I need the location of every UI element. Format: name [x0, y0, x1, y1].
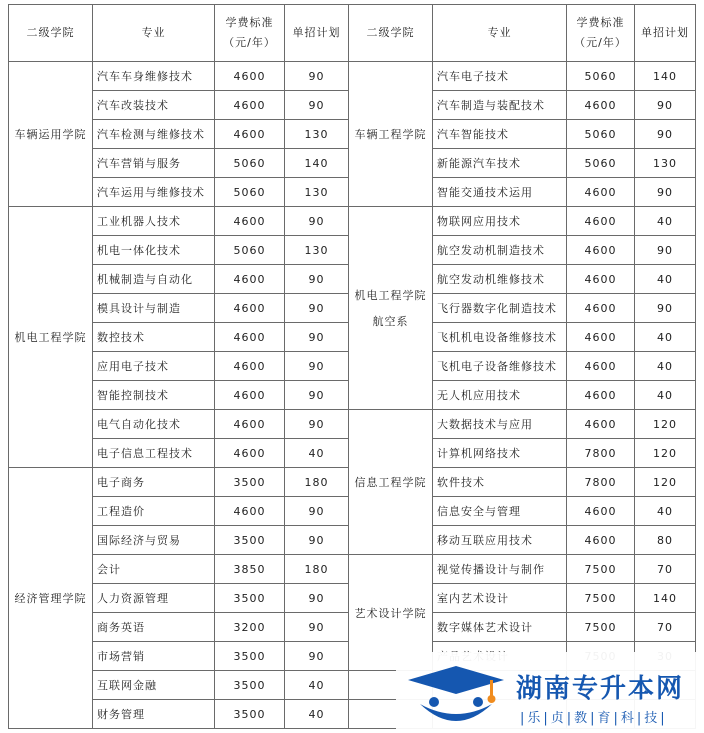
header-fee-line2: （元/年） — [574, 36, 627, 49]
major-name: 飞机机电设备维修技术 — [433, 323, 567, 352]
tuition-fee: 4600 — [567, 294, 635, 323]
dept-subname: 航空系 — [372, 315, 409, 328]
tuition-fee: 4600 — [567, 236, 635, 265]
major-name: 国际经济与贸易 — [93, 526, 215, 555]
major-name: 室内艺术设计 — [433, 584, 567, 613]
tuition-fee: 4600 — [215, 352, 285, 381]
header-fee — [567, 5, 635, 62]
enrollment-plan: 40 — [285, 439, 349, 468]
major-name: 工程造价 — [93, 497, 215, 526]
dept-name: 机电工程学院 — [354, 289, 427, 302]
tuition-fee: 3200 — [215, 613, 285, 642]
enrollment-plan: 140 — [285, 149, 349, 178]
major-name: 航空发动机维修技术 — [433, 265, 567, 294]
tuition-fee: 4600 — [567, 91, 635, 120]
tuition-fee: 4600 — [567, 178, 635, 207]
major-name: 飞机电子设备维修技术 — [433, 352, 567, 381]
tuition-fee: 3500 — [215, 671, 285, 700]
enrollment-plan: 90 — [285, 62, 349, 91]
enrollment-plan: 140 — [635, 62, 696, 91]
tuition-fee: 5060 — [567, 149, 635, 178]
header-major: 专业 — [433, 5, 567, 62]
enrollment-plan: 180 — [285, 555, 349, 584]
tuition-fee: 4600 — [567, 410, 635, 439]
header-dept: 二级学院 — [349, 5, 433, 62]
enrollment-plan: 90 — [635, 120, 696, 149]
major-name: 智能控制技术 — [93, 381, 215, 410]
watermark-title: 湖南专升本网 — [516, 674, 685, 704]
major-name: 市场营销 — [93, 642, 215, 671]
enrollment-plan: 90 — [285, 207, 349, 236]
tuition-fee: 4600 — [215, 439, 285, 468]
enrollment-plan: 120 — [635, 410, 696, 439]
major-name: 汽车车身维修技术 — [93, 62, 215, 91]
header-row — [9, 5, 696, 62]
enrollment-plan: 90 — [285, 381, 349, 410]
enrollment-plan: 120 — [635, 439, 696, 468]
tuition-fee: 5060 — [215, 149, 285, 178]
enrollment-plan: 90 — [285, 410, 349, 439]
major-name: 人力资源管理 — [93, 584, 215, 613]
header-fee — [215, 5, 285, 62]
enrollment-plan: 40 — [285, 671, 349, 700]
enrollment-plan: 40 — [635, 352, 696, 381]
dept-cell — [349, 207, 433, 410]
tuition-fee: 4600 — [567, 526, 635, 555]
table-row — [9, 62, 696, 91]
tuition-fee: 4600 — [215, 381, 285, 410]
enrollment-plan: 80 — [635, 526, 696, 555]
major-name: 智能交通技术运用 — [433, 178, 567, 207]
major-name: 数字媒体艺术设计 — [433, 613, 567, 642]
major-name: 飞行器数字化制造技术 — [433, 294, 567, 323]
tuition-fee: 4600 — [567, 497, 635, 526]
tuition-fee: 5060 — [215, 236, 285, 265]
major-name: 航空发动机制造技术 — [433, 236, 567, 265]
header-fee-line1: 学费标准 — [576, 16, 625, 29]
dept-cell — [9, 207, 93, 468]
enrollment-plan: 40 — [635, 497, 696, 526]
enrollment-plan: 90 — [285, 91, 349, 120]
enrollment-plan: 90 — [285, 323, 349, 352]
tuition-fee: 4600 — [215, 120, 285, 149]
tuition-fee: 3500 — [215, 526, 285, 555]
tuition-fee: 5060 — [567, 62, 635, 91]
major-name: 信息安全与管理 — [433, 497, 567, 526]
major-name: 汽车运用与维修技术 — [93, 178, 215, 207]
tuition-fee: 4600 — [215, 91, 285, 120]
enrollment-plan: 130 — [285, 236, 349, 265]
major-name: 物联网应用技术 — [433, 207, 567, 236]
major-name: 汽车检测与维修技术 — [93, 120, 215, 149]
tuition-fee: 4600 — [215, 265, 285, 294]
enrollment-plan: 90 — [635, 91, 696, 120]
dept-name: 经济管理学院 — [14, 592, 87, 605]
tuition-fee: 3500 — [215, 468, 285, 497]
tuition-fee: 7800 — [567, 468, 635, 497]
tuition-fee: 4600 — [215, 410, 285, 439]
enrollment-plan: 130 — [285, 120, 349, 149]
major-name: 互联网金融 — [93, 671, 215, 700]
enrollment-plan: 70 — [635, 613, 696, 642]
enrollment-plan: 40 — [635, 207, 696, 236]
dept-name: 信息工程学院 — [354, 476, 427, 489]
major-name: 商务英语 — [93, 613, 215, 642]
major-name: 计算机网络技术 — [433, 439, 567, 468]
major-name: 会计 — [93, 555, 215, 584]
tuition-fee: 7500 — [567, 584, 635, 613]
tuition-fee: 4600 — [567, 323, 635, 352]
enrollment-plan: 90 — [635, 236, 696, 265]
major-name: 移动互联应用技术 — [433, 526, 567, 555]
major-name: 机电一体化技术 — [93, 236, 215, 265]
major-name: 汽车智能技术 — [433, 120, 567, 149]
dept-name: 艺术设计学院 — [354, 606, 427, 620]
major-name: 汽车电子技术 — [433, 62, 567, 91]
dept-cell — [9, 62, 93, 207]
tuition-fee: 4600 — [215, 62, 285, 91]
major-name: 视觉传播设计与制作 — [433, 555, 567, 584]
tuition-fee: 5060 — [215, 178, 285, 207]
tuition-fee: 7500 — [567, 613, 635, 642]
major-name: 机械制造与自动化 — [93, 265, 215, 294]
dept-name: 车辆工程学院 — [354, 128, 427, 141]
tuition-fee: 4600 — [567, 381, 635, 410]
dept-cell — [349, 62, 433, 207]
dept-name: 车辆运用学院 — [14, 128, 87, 141]
header-dept: 二级学院 — [9, 5, 93, 62]
tuition-fee: 3500 — [215, 700, 285, 729]
major-name: 新能源汽车技术 — [433, 149, 567, 178]
tuition-fee: 4600 — [567, 207, 635, 236]
enrollment-plan: 40 — [285, 700, 349, 729]
header-major: 专业 — [93, 5, 215, 62]
major-name: 数控技术 — [93, 323, 215, 352]
major-name: 工业机器人技术 — [93, 207, 215, 236]
table-row — [9, 410, 696, 439]
enrollment-plan: 180 — [285, 468, 349, 497]
tuition-fee: 3500 — [215, 642, 285, 671]
major-name: 汽车营销与服务 — [93, 149, 215, 178]
enrollment-plan: 90 — [285, 613, 349, 642]
tuition-fee: 5060 — [567, 120, 635, 149]
enrollment-plan: 130 — [635, 149, 696, 178]
major-name: 软件技术 — [433, 468, 567, 497]
tuition-fee: 4600 — [215, 207, 285, 236]
enrollment-plan: 90 — [285, 584, 349, 613]
major-name: 模具设计与制造 — [93, 294, 215, 323]
major-name: 财务管理 — [93, 700, 215, 729]
dept-cell — [9, 468, 93, 729]
table-row — [9, 207, 696, 236]
header-plan: 单招计划 — [635, 5, 696, 62]
site-watermark — [396, 652, 704, 733]
major-name: 电气自动化技术 — [93, 410, 215, 439]
enrollment-plan: 90 — [285, 265, 349, 294]
major-name: 汽车制造与装配技术 — [433, 91, 567, 120]
header-fee-line1: 学费标准 — [225, 16, 274, 29]
enrollment-plan: 90 — [635, 294, 696, 323]
tuition-fee: 4600 — [567, 265, 635, 294]
table-row — [9, 555, 696, 584]
enrollment-plan: 90 — [285, 294, 349, 323]
tuition-fee: 7800 — [567, 439, 635, 468]
enrollment-plan: 70 — [635, 555, 696, 584]
enrollment-plan: 130 — [285, 178, 349, 207]
enrollment-plan: 40 — [635, 381, 696, 410]
enrollment-plan: 90 — [285, 352, 349, 381]
major-name: 汽车改装技术 — [93, 91, 215, 120]
watermark-subtitle: |乐|贞|教|育|科|技| — [520, 711, 668, 726]
graduation-cap-smile-logo — [404, 664, 508, 726]
enrollment-plan: 40 — [635, 323, 696, 352]
tuition-fee: 4600 — [215, 323, 285, 352]
header-fee-line2: （元/年） — [223, 36, 276, 49]
header-plan: 单招计划 — [285, 5, 349, 62]
tuition-plan-table — [8, 4, 696, 729]
major-name: 应用电子技术 — [93, 352, 215, 381]
major-name: 电子商务 — [93, 468, 215, 497]
enrollment-plan: 90 — [285, 642, 349, 671]
dept-name: 机电工程学院 — [14, 331, 87, 344]
major-name: 大数据技术与应用 — [433, 410, 567, 439]
dept-cell — [349, 410, 433, 555]
enrollment-plan: 90 — [635, 178, 696, 207]
tuition-fee: 7500 — [567, 555, 635, 584]
enrollment-plan: 140 — [635, 584, 696, 613]
enrollment-plan: 90 — [285, 497, 349, 526]
enrollment-plan: 120 — [635, 468, 696, 497]
tuition-fee: 4600 — [567, 352, 635, 381]
tuition-fee: 4600 — [215, 497, 285, 526]
major-name: 无人机应用技术 — [433, 381, 567, 410]
tuition-fee: 3500 — [215, 584, 285, 613]
enrollment-plan: 90 — [285, 526, 349, 555]
tuition-fee: 4600 — [215, 294, 285, 323]
major-name: 电子信息工程技术 — [93, 439, 215, 468]
tuition-fee: 3850 — [215, 555, 285, 584]
enrollment-plan: 40 — [635, 265, 696, 294]
